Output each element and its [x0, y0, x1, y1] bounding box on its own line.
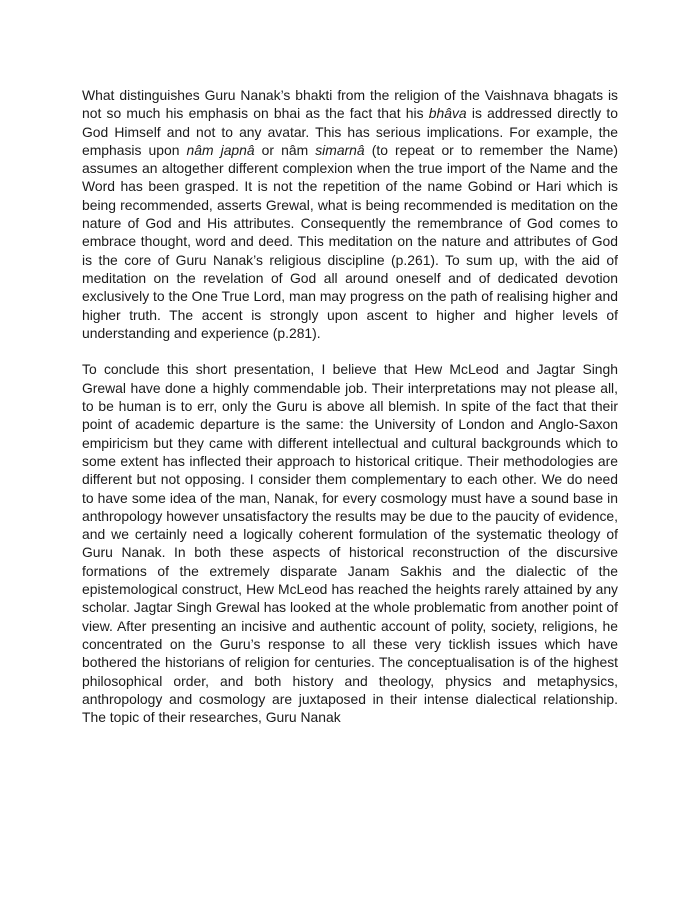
text-segment: is addressed directly to God Himself and not to any avatar. This has serious implications. For example, the emphasis upon [82, 105, 618, 158]
paragraph-conclusion: To conclude this short presentation, I believe that Hew McLeod and Jagtar Singh Grewal have done a highly commendable job. Their interpretations may not please all, to be human is to err, only the Guru is above all blemish. In spite of the fact that their point of academic departure is the same: the University of London and Anglo-Saxon empiricism but they came with different intellectual and cultural backgrounds which to some extent has inflected their approach to historical critique. Their methodologies are different but not opposing. I consider them complementary to each other. We do need to have some idea of the man, Nanak, for every cosmology must have a sound base in anthropology however unsatisfactory the results may be due to the paucity of evidence, and we certainly need a logically coherent formulation of the systematic theology of Guru Nanak. In both these aspects of historical reconstruction of the discursive formations of the extremely disparate Janam Sakhis and the dialectic of the epistemological construct, Hew McLeod has reached the heights rarely attained by any scholar. Jagtar Singh Grewal has looked at the whole problematic from another point of view. After presenting an incisive and authentic account of polity, society, religions, he concentrated on the Guru’s response to all these very ticklish issues which have bothered the historians of religion for centuries. The conceptualisation is of the highest philosophical order, and both history and theology, physics and metaphysics, anthropology and cosmology are juxtaposed in their intense dialectical relationship. The topic of their researches, Guru Nanak [82, 361, 618, 726]
text-segment: or nâm [254, 141, 316, 158]
paragraph-bhakti [82, 86, 618, 342]
italic-term-simarna: simarnâ [315, 141, 365, 158]
italic-term-bhava: bhâva [428, 105, 467, 122]
text-segment: (to repeat or to remember the Name) assumes an altogether different complexion when the true import of the Name and the Word has been grasped. It is not the repetition of the name Gobind or Hari which is being recommended, asserts Grewal, what is being recommended is meditation on the nature of God and His attributes. Consequently the remembrance of God comes to embrace thought, word and deed. This meditation on the nature and attributes of God is the core of Guru Nanak’s religious discipline (p.261). To sum up, with the aid of meditation on the revelation of God all around oneself and of dedicated devotion exclusively to the One True Lord, man may progress on the path of realising higher and higher truth. The accent is strongly upon ascent to higher and higher levels of understanding and experience (p.281). [82, 141, 618, 341]
document-page [82, 86, 618, 726]
italic-term-nam-japna: nâm japnâ [186, 141, 255, 158]
text-segment: What distinguishes Guru Nanak’s bhakti from the religion of the Vaishnava bhagats is not so much his emphasis on bhai as the fact that his [82, 87, 618, 122]
